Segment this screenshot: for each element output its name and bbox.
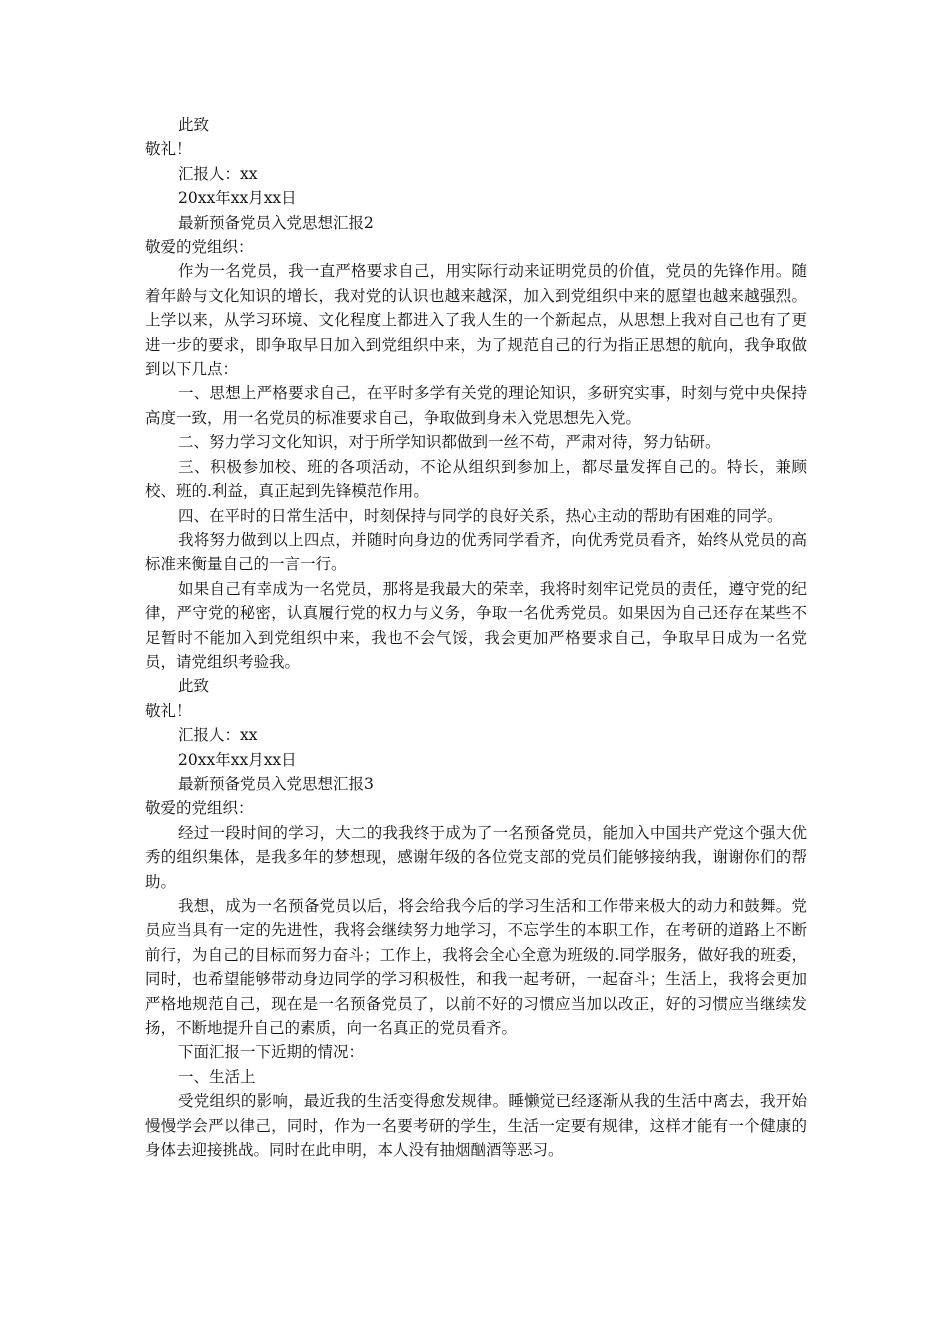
section-title-3: 最新预备党员入党思想汇报3 <box>178 774 374 793</box>
closing-salutation: 此致 <box>178 116 210 134</box>
paragraph: 二、努力学习文化知识，对于所学知识都做到一丝不苟，严肃对待，努力钻研。 <box>178 433 721 452</box>
subsection-heading: 一、生活上 <box>178 1067 256 1086</box>
paragraph: 四、在平时的日常生活中，时刻保持与同学的良好关系，热心主动的帮助有困难的同学。 <box>178 506 783 525</box>
paragraph: 受党组织的影响，最近我的生活变得愈发规律。睡懒觉已经逐渐从我的生活中离去，我开始慢慢学会严以律己，同时，作为一名要考研的学生，生活一定要有规律，这样才能有一个健康的身体去迎接挑战。同时在此申明，本人没有抽烟酗酒等恶习。 <box>145 1092 807 1160</box>
paragraph: 作为一名党员，我一直严格要求自己，用实际行动来证明党员的价值，党员的先锋作用。随着年龄与文化知识的增长，我对党的认识也越来越深，加入到党组织中来的愿望也越来越强烈。上学以来，从学习环境、文化程度上都进入了我人生的一个新起点，从思想上我对自己也有了更进一步的要求，即争取早日加入到党组织中来，为了规范自己的行为指正思想的航向，我争取做到以下几点： <box>145 262 807 379</box>
reporter-line: 汇报人：xx <box>178 164 258 183</box>
subsection-intro: 下面汇报一下近期的情况： <box>178 1043 365 1062</box>
paragraph: 三、积极参加校、班的各项活动，不论从组织到参加上，都尽量发挥自己的。特长，兼顾校、班的.利益，真正起到先锋模范作用。 <box>145 457 807 501</box>
date-line: 20xx年xx月xx日 <box>178 189 297 208</box>
greeting-line: 敬爱的党组织： <box>145 799 254 818</box>
paragraph: 我将努力做到以上四点，并随时向身边的优秀同学看齐，向优秀党员看齐，始终从党员的高标准来衡量自己的一言一行。 <box>145 530 807 574</box>
reporter-line: 汇报人：xx <box>178 726 258 745</box>
closing-respect: 敬礼！ <box>145 140 192 159</box>
section-title-2: 最新预备党员入党思想汇报2 <box>178 213 374 232</box>
paragraph: 经过一段时间的学习，大二的我我终于成为了一名预备党员，能加入中国共产党这个强大优秀的组织集体，是我多年的梦想现，感谢年级的各位党支部的党员们能够接纳我，谢谢你们的帮助。 <box>145 823 807 891</box>
closing-salutation: 此致 <box>178 677 210 696</box>
paragraph: 如果自己有幸成为一名党员，那将是我最大的荣幸，我将时刻牢记党员的责任，遵守党的纪律，严守党的秘密，认真履行党的权力与义务，争取一名优秀党员。如果因为自己还存在某些不足暂时不能加入到党组织中来，我也不会气馁，我会更加严格要求自己，争取早日成为一名党员，请党组织考验我。 <box>145 579 807 671</box>
greeting-line: 敬爱的党组织： <box>145 238 254 257</box>
document-body <box>145 113 807 1162</box>
closing-respect: 敬礼！ <box>145 701 192 720</box>
paragraph: 我想，成为一名预备党员以后，将会给我今后的学习生活和工作带来极大的动力和鼓舞。党员应当具有一定的先进性，我将会继续努力地学习，不忘学生的本职工作，在考研的道路上不断前行，为自己的目标而努力奋斗；工作上，我将会全心全意为班级的.同学服务，做好我的班委，同时，也希望能够带动身边同学的学习积极性，和我一起考研，一起奋斗；生活上，我将会更加严格地规范自己，现在是一名预备党员了，以前不好的习惯应当加以改正，好的习惯应当继续发扬，不断地提升自己的素质，向一名真正的党员看齐。 <box>145 897 807 1038</box>
paragraph: 一、思想上严格要求自己，在平时多学有关党的理论知识，多研究实事，时刻与党中央保持高度一致，用一名党员的标准要求自己，争取做到身未入党思想先入党。 <box>145 384 807 427</box>
date-line: 20xx年xx月xx日 <box>178 750 297 769</box>
